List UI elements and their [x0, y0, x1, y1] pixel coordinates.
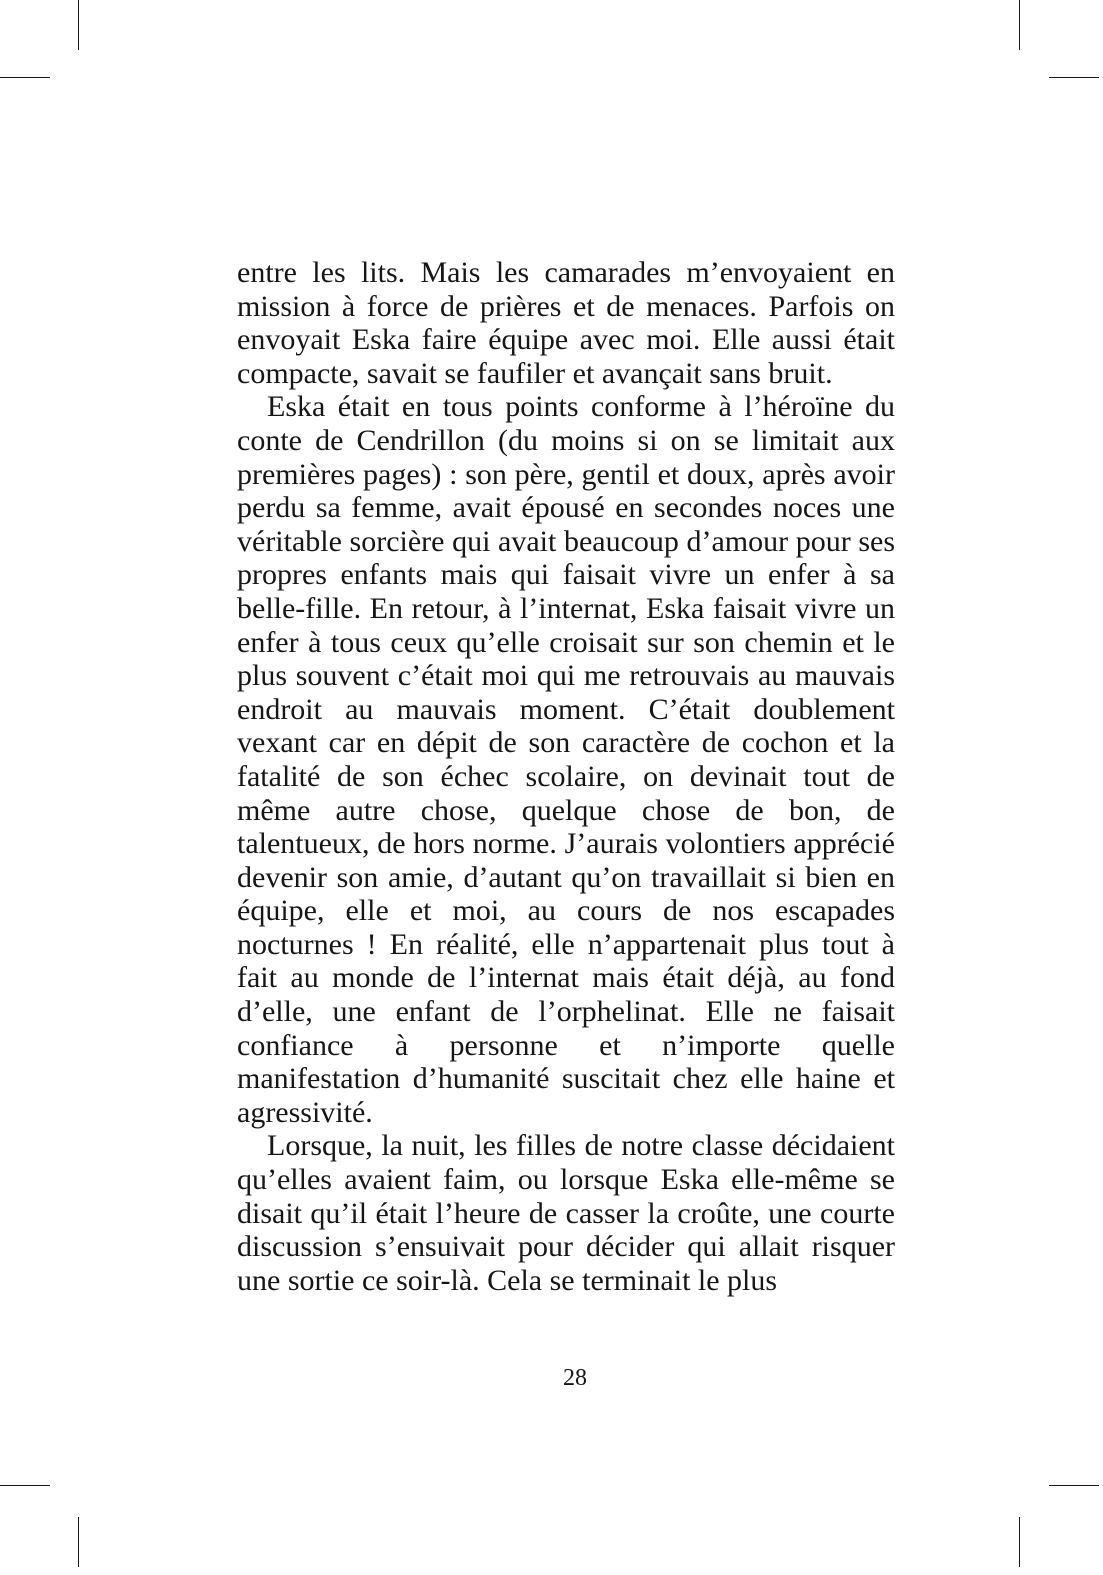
- body-text: [237, 256, 895, 1297]
- crop-mark-bottom-right-vertical: [1019, 1517, 1020, 1567]
- crop-mark-bottom-left-horizontal: [0, 1485, 50, 1486]
- page-number: 28: [563, 1365, 587, 1391]
- crop-mark-top-left-horizontal: [0, 77, 50, 78]
- paragraph-2: Eska était en tous points conforme à l’héroïne du conte de Cendrillon (du moins si on se limitait aux premières pages) : son père, gentil et doux, après avoir perdu sa femme, avait épousé en secondes noces une véritable sorcière qui avait beaucoup d’amour pour ses propres enfants mais qui faisait vivre un enfer à sa belle-fille. En retour, à l’internat, Eska faisait vivre un enfer à tous ceux qu’elle croisait sur son chemin et le plus souvent c’était moi qui me retrouvais au mauvais endroit au mauvais moment. C’était doublement vexant car en dépit de son caractère de cochon et la fatalité de son échec scolaire, on devinait tout de même autre chose, quelque chose de bon, de talentueux, de hors norme. J’aurais volontiers apprécié devenir son amie, d’autant qu’on travaillait si bien en équipe, elle et moi, au cours de nos escapades nocturnes ! En réalité, elle n’appartenait plus tout à fait au monde de l’internat mais était déjà, au fond d’elle, une enfant de l’orphelinat. Elle ne faisait confiance à personne et n’importe quelle manifestation d’humanité suscitait chez elle haine et agressivité.: [237, 390, 895, 1129]
- crop-mark-top-right-horizontal: [1049, 77, 1099, 78]
- crop-mark-bottom-right-horizontal: [1049, 1485, 1099, 1486]
- crop-mark-top-right-vertical: [1019, 0, 1020, 50]
- crop-mark-bottom-left-vertical: [78, 1517, 79, 1567]
- crop-mark-top-left-vertical: [78, 0, 79, 50]
- paragraph-3: Lorsque, la nuit, les filles de notre classe décidaient qu’elles avaient faim, ou lorsque Eska elle-même se disait qu’il était l’heure de casser la croûte, une courte discussion s’ensuivait pour décider qui allait risquer une sortie ce soir-là. Cela se terminait le plus: [237, 1129, 895, 1297]
- paragraph-1: entre les lits. Mais les camarades m’envoyaient en mission à force de prières et de menaces. Parfois on envoyait Eska faire équipe avec moi. Elle aussi était compacte, savait se faufiler et avançait sans bruit.: [237, 256, 895, 390]
